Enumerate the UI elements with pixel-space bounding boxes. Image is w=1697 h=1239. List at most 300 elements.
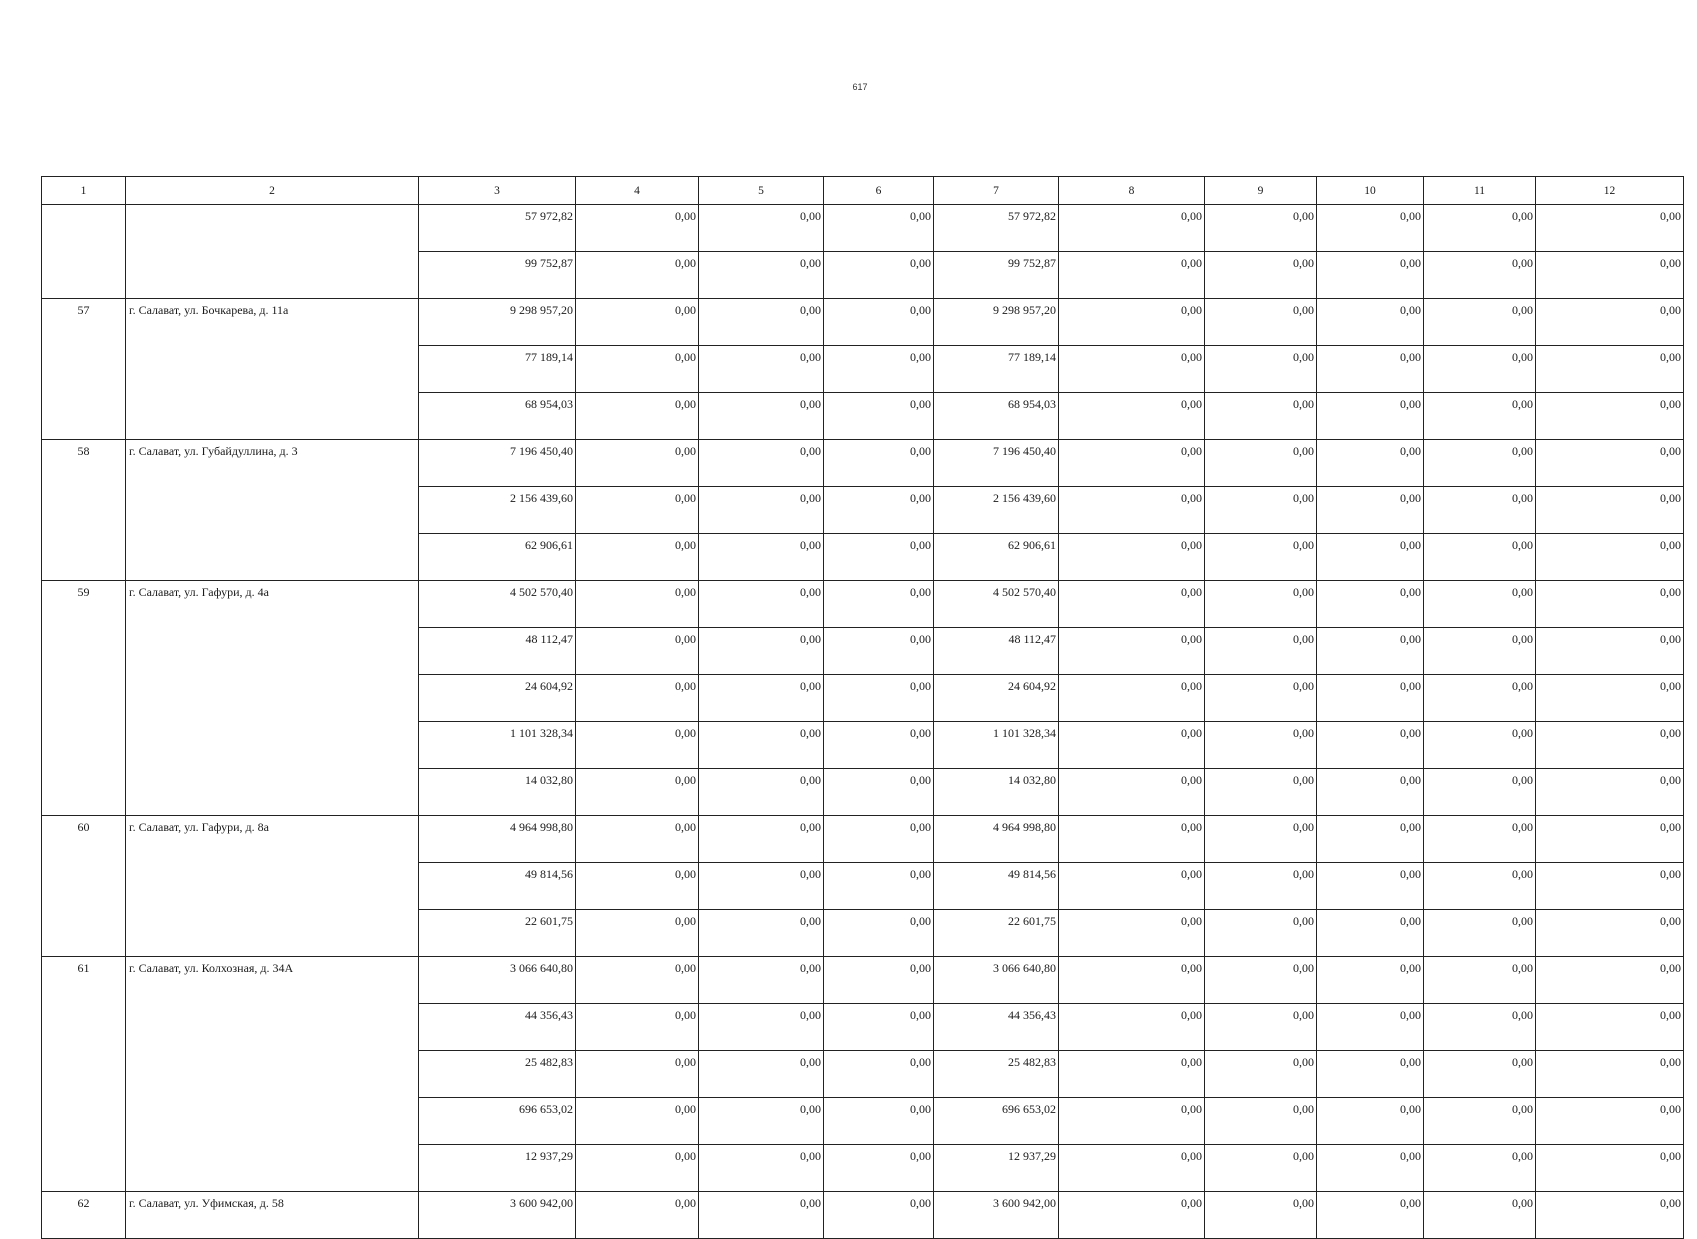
value-cell-col-5: 0,00 <box>699 299 824 346</box>
value-cell-col-3: 68 954,03 <box>419 393 576 440</box>
value-cell-col-3: 4 502 570,40 <box>419 581 576 628</box>
value-cell-col-4: 0,00 <box>576 440 699 487</box>
row-number-cell: 57 <box>42 299 126 346</box>
row-number-cell <box>42 675 126 722</box>
value-cell-col-10: 0,00 <box>1317 628 1424 675</box>
address-cell <box>126 205 419 252</box>
value-cell-col-5: 0,00 <box>699 440 824 487</box>
value-cell-col-12: 0,00 <box>1536 1051 1684 1098</box>
value-cell-col-11: 0,00 <box>1424 675 1536 722</box>
value-cell-col-5: 0,00 <box>699 769 824 816</box>
address-cell <box>126 1004 419 1051</box>
address-cell <box>126 252 419 299</box>
table-row <box>42 534 1684 581</box>
value-cell-col-12: 0,00 <box>1536 346 1684 393</box>
value-cell-col-12: 0,00 <box>1536 1004 1684 1051</box>
value-cell-col-10: 0,00 <box>1317 487 1424 534</box>
value-cell-col-9: 0,00 <box>1205 393 1317 440</box>
value-cell-col-10: 0,00 <box>1317 581 1424 628</box>
value-cell-col-11: 0,00 <box>1424 863 1536 910</box>
value-cell-col-8: 0,00 <box>1059 863 1205 910</box>
value-cell-col-9: 0,00 <box>1205 205 1317 252</box>
value-cell-col-9: 0,00 <box>1205 252 1317 299</box>
address-cell: г. Салават, ул. Гафури, д. 4а <box>126 581 419 628</box>
column-header-10: 10 <box>1317 177 1424 205</box>
value-cell-col-12: 0,00 <box>1536 769 1684 816</box>
value-cell-col-6: 0,00 <box>824 957 934 1004</box>
value-cell-col-9: 0,00 <box>1205 1098 1317 1145</box>
value-cell-col-6: 0,00 <box>824 1145 934 1192</box>
value-cell-col-8: 0,00 <box>1059 581 1205 628</box>
table-row <box>42 346 1684 393</box>
value-cell-col-11: 0,00 <box>1424 910 1536 957</box>
value-cell-col-10: 0,00 <box>1317 957 1424 1004</box>
value-cell-col-5: 0,00 <box>699 346 824 393</box>
value-cell-col-10: 0,00 <box>1317 346 1424 393</box>
value-cell-col-9: 0,00 <box>1205 1051 1317 1098</box>
value-cell-col-4: 0,00 <box>576 1051 699 1098</box>
value-cell-col-7: 68 954,03 <box>934 393 1059 440</box>
address-cell: г. Салават, ул. Губайдуллина, д. 3 <box>126 440 419 487</box>
value-cell-col-3: 48 112,47 <box>419 628 576 675</box>
row-number-cell <box>42 1145 126 1192</box>
column-header-12: 12 <box>1536 177 1684 205</box>
value-cell-col-3: 12 937,29 <box>419 1145 576 1192</box>
value-cell-col-7: 2 156 439,60 <box>934 487 1059 534</box>
value-cell-col-7: 62 906,61 <box>934 534 1059 581</box>
value-cell-col-10: 0,00 <box>1317 534 1424 581</box>
table-row <box>42 863 1684 910</box>
value-cell-col-4: 0,00 <box>576 252 699 299</box>
value-cell-col-7: 14 032,80 <box>934 769 1059 816</box>
value-cell-col-12: 0,00 <box>1536 487 1684 534</box>
value-cell-col-5: 0,00 <box>699 910 824 957</box>
value-cell-col-8: 0,00 <box>1059 1192 1205 1239</box>
address-cell <box>126 675 419 722</box>
value-cell-col-6: 0,00 <box>824 487 934 534</box>
value-cell-col-10: 0,00 <box>1317 1004 1424 1051</box>
value-cell-col-11: 0,00 <box>1424 299 1536 346</box>
page-number: 617 <box>852 82 868 92</box>
value-cell-col-3: 3 066 640,80 <box>419 957 576 1004</box>
row-number-cell <box>42 722 126 769</box>
value-cell-col-4: 0,00 <box>576 393 699 440</box>
address-cell: г. Салават, ул. Уфимская, д. 58 <box>126 1192 419 1239</box>
address-cell <box>126 722 419 769</box>
value-cell-col-11: 0,00 <box>1424 1098 1536 1145</box>
table-row <box>42 910 1684 957</box>
value-cell-col-8: 0,00 <box>1059 816 1205 863</box>
address-cell <box>126 487 419 534</box>
value-cell-col-9: 0,00 <box>1205 628 1317 675</box>
value-cell-col-12: 0,00 <box>1536 628 1684 675</box>
value-cell-col-9: 0,00 <box>1205 675 1317 722</box>
row-number-cell <box>42 1098 126 1145</box>
value-cell-col-7: 696 653,02 <box>934 1098 1059 1145</box>
value-cell-col-3: 696 653,02 <box>419 1098 576 1145</box>
value-cell-col-5: 0,00 <box>699 581 824 628</box>
value-cell-col-6: 0,00 <box>824 440 934 487</box>
value-cell-col-7: 22 601,75 <box>934 910 1059 957</box>
table-row <box>42 393 1684 440</box>
address-cell <box>126 769 419 816</box>
value-cell-col-11: 0,00 <box>1424 440 1536 487</box>
value-cell-col-10: 0,00 <box>1317 910 1424 957</box>
value-cell-col-6: 0,00 <box>824 769 934 816</box>
value-cell-col-7: 57 972,82 <box>934 205 1059 252</box>
value-cell-col-11: 0,00 <box>1424 769 1536 816</box>
value-cell-col-10: 0,00 <box>1317 440 1424 487</box>
value-cell-col-11: 0,00 <box>1424 722 1536 769</box>
table-row <box>42 1098 1684 1145</box>
value-cell-col-3: 9 298 957,20 <box>419 299 576 346</box>
value-cell-col-4: 0,00 <box>576 1004 699 1051</box>
value-cell-col-3: 1 101 328,34 <box>419 722 576 769</box>
value-cell-col-5: 0,00 <box>699 628 824 675</box>
value-cell-col-11: 0,00 <box>1424 1192 1536 1239</box>
value-cell-col-5: 0,00 <box>699 534 824 581</box>
column-header-9: 9 <box>1205 177 1317 205</box>
value-cell-col-8: 0,00 <box>1059 440 1205 487</box>
column-header-11: 11 <box>1424 177 1536 205</box>
value-cell-col-12: 0,00 <box>1536 1192 1684 1239</box>
table-row <box>42 769 1684 816</box>
value-cell-col-8: 0,00 <box>1059 769 1205 816</box>
value-cell-col-3: 24 604,92 <box>419 675 576 722</box>
value-cell-col-7: 77 189,14 <box>934 346 1059 393</box>
row-number-cell <box>42 487 126 534</box>
value-cell-col-6: 0,00 <box>824 1051 934 1098</box>
value-cell-col-10: 0,00 <box>1317 1192 1424 1239</box>
address-cell <box>126 1051 419 1098</box>
value-cell-col-10: 0,00 <box>1317 722 1424 769</box>
value-cell-col-12: 0,00 <box>1536 581 1684 628</box>
row-number-cell: 61 <box>42 957 126 1004</box>
value-cell-col-4: 0,00 <box>576 346 699 393</box>
address-cell <box>126 863 419 910</box>
value-cell-col-6: 0,00 <box>824 1192 934 1239</box>
value-cell-col-6: 0,00 <box>824 205 934 252</box>
value-cell-col-6: 0,00 <box>824 863 934 910</box>
value-cell-col-7: 3 600 942,00 <box>934 1192 1059 1239</box>
value-cell-col-7: 7 196 450,40 <box>934 440 1059 487</box>
data-table <box>41 176 1684 1239</box>
row-number-cell <box>42 393 126 440</box>
value-cell-col-9: 0,00 <box>1205 1145 1317 1192</box>
value-cell-col-11: 0,00 <box>1424 205 1536 252</box>
value-cell-col-4: 0,00 <box>576 205 699 252</box>
value-cell-col-5: 0,00 <box>699 393 824 440</box>
value-cell-col-10: 0,00 <box>1317 863 1424 910</box>
value-cell-col-4: 0,00 <box>576 910 699 957</box>
address-cell <box>126 534 419 581</box>
value-cell-col-7: 9 298 957,20 <box>934 299 1059 346</box>
table-row <box>42 628 1684 675</box>
table-row <box>42 1051 1684 1098</box>
value-cell-col-7: 4 502 570,40 <box>934 581 1059 628</box>
row-number-cell <box>42 769 126 816</box>
value-cell-col-5: 0,00 <box>699 816 824 863</box>
value-cell-col-7: 44 356,43 <box>934 1004 1059 1051</box>
value-cell-col-5: 0,00 <box>699 1192 824 1239</box>
value-cell-col-8: 0,00 <box>1059 393 1205 440</box>
value-cell-col-5: 0,00 <box>699 863 824 910</box>
value-cell-col-12: 0,00 <box>1536 205 1684 252</box>
value-cell-col-3: 22 601,75 <box>419 910 576 957</box>
value-cell-col-6: 0,00 <box>824 581 934 628</box>
row-number-cell <box>42 346 126 393</box>
value-cell-col-6: 0,00 <box>824 628 934 675</box>
value-cell-col-4: 0,00 <box>576 299 699 346</box>
value-cell-col-8: 0,00 <box>1059 534 1205 581</box>
value-cell-col-3: 77 189,14 <box>419 346 576 393</box>
value-cell-col-10: 0,00 <box>1317 1098 1424 1145</box>
table-row <box>42 816 1684 863</box>
value-cell-col-9: 0,00 <box>1205 299 1317 346</box>
address-cell <box>126 1098 419 1145</box>
row-number-cell: 59 <box>42 581 126 628</box>
value-cell-col-3: 57 972,82 <box>419 205 576 252</box>
value-cell-col-8: 0,00 <box>1059 1004 1205 1051</box>
value-cell-col-10: 0,00 <box>1317 252 1424 299</box>
table-row <box>42 1192 1684 1239</box>
value-cell-col-12: 0,00 <box>1536 440 1684 487</box>
value-cell-col-10: 0,00 <box>1317 816 1424 863</box>
row-number-cell: 58 <box>42 440 126 487</box>
value-cell-col-5: 0,00 <box>699 722 824 769</box>
value-cell-col-8: 0,00 <box>1059 957 1205 1004</box>
value-cell-col-5: 0,00 <box>699 675 824 722</box>
value-cell-col-10: 0,00 <box>1317 1051 1424 1098</box>
table-row <box>42 487 1684 534</box>
value-cell-col-12: 0,00 <box>1536 863 1684 910</box>
value-cell-col-5: 0,00 <box>699 252 824 299</box>
value-cell-col-3: 3 600 942,00 <box>419 1192 576 1239</box>
value-cell-col-9: 0,00 <box>1205 440 1317 487</box>
value-cell-col-4: 0,00 <box>576 675 699 722</box>
value-cell-col-8: 0,00 <box>1059 346 1205 393</box>
value-cell-col-4: 0,00 <box>576 1145 699 1192</box>
value-cell-col-6: 0,00 <box>824 534 934 581</box>
value-cell-col-4: 0,00 <box>576 1098 699 1145</box>
value-cell-col-8: 0,00 <box>1059 910 1205 957</box>
value-cell-col-11: 0,00 <box>1424 1004 1536 1051</box>
column-header-8: 8 <box>1059 177 1205 205</box>
row-number-cell <box>42 910 126 957</box>
value-cell-col-7: 24 604,92 <box>934 675 1059 722</box>
value-cell-col-9: 0,00 <box>1205 1004 1317 1051</box>
value-cell-col-7: 49 814,56 <box>934 863 1059 910</box>
value-cell-col-9: 0,00 <box>1205 910 1317 957</box>
table-row <box>42 440 1684 487</box>
value-cell-col-6: 0,00 <box>824 1098 934 1145</box>
value-cell-col-11: 0,00 <box>1424 252 1536 299</box>
address-cell <box>126 393 419 440</box>
value-cell-col-8: 0,00 <box>1059 1145 1205 1192</box>
value-cell-col-3: 4 964 998,80 <box>419 816 576 863</box>
table-row <box>42 722 1684 769</box>
value-cell-col-9: 0,00 <box>1205 769 1317 816</box>
value-cell-col-12: 0,00 <box>1536 910 1684 957</box>
value-cell-col-12: 0,00 <box>1536 816 1684 863</box>
value-cell-col-3: 99 752,87 <box>419 252 576 299</box>
value-cell-col-5: 0,00 <box>699 957 824 1004</box>
value-cell-col-8: 0,00 <box>1059 299 1205 346</box>
row-number-cell <box>42 205 126 252</box>
row-number-cell <box>42 863 126 910</box>
value-cell-col-8: 0,00 <box>1059 252 1205 299</box>
value-cell-col-12: 0,00 <box>1536 299 1684 346</box>
value-cell-col-4: 0,00 <box>576 628 699 675</box>
value-cell-col-12: 0,00 <box>1536 675 1684 722</box>
value-cell-col-10: 0,00 <box>1317 1145 1424 1192</box>
row-number-cell <box>42 252 126 299</box>
value-cell-col-10: 0,00 <box>1317 769 1424 816</box>
value-cell-col-8: 0,00 <box>1059 675 1205 722</box>
table-body <box>42 205 1684 1239</box>
address-cell <box>126 628 419 675</box>
column-header-7: 7 <box>934 177 1059 205</box>
value-cell-col-11: 0,00 <box>1424 393 1536 440</box>
address-cell <box>126 346 419 393</box>
table-row <box>42 1004 1684 1051</box>
value-cell-col-6: 0,00 <box>824 252 934 299</box>
value-cell-col-12: 0,00 <box>1536 1098 1684 1145</box>
value-cell-col-12: 0,00 <box>1536 393 1684 440</box>
value-cell-col-10: 0,00 <box>1317 675 1424 722</box>
value-cell-col-10: 0,00 <box>1317 205 1424 252</box>
value-cell-col-7: 1 101 328,34 <box>934 722 1059 769</box>
value-cell-col-11: 0,00 <box>1424 1051 1536 1098</box>
value-cell-col-9: 0,00 <box>1205 957 1317 1004</box>
value-cell-col-7: 99 752,87 <box>934 252 1059 299</box>
header-row <box>42 177 1684 205</box>
value-cell-col-8: 0,00 <box>1059 628 1205 675</box>
value-cell-col-4: 0,00 <box>576 816 699 863</box>
value-cell-col-6: 0,00 <box>824 675 934 722</box>
value-cell-col-5: 0,00 <box>699 205 824 252</box>
column-header-4: 4 <box>576 177 699 205</box>
row-number-cell <box>42 1051 126 1098</box>
value-cell-col-9: 0,00 <box>1205 722 1317 769</box>
value-cell-col-5: 0,00 <box>699 487 824 534</box>
address-cell <box>126 1145 419 1192</box>
address-cell <box>126 910 419 957</box>
value-cell-col-4: 0,00 <box>576 957 699 1004</box>
value-cell-col-9: 0,00 <box>1205 816 1317 863</box>
value-cell-col-8: 0,00 <box>1059 722 1205 769</box>
value-cell-col-6: 0,00 <box>824 346 934 393</box>
value-cell-col-6: 0,00 <box>824 299 934 346</box>
value-cell-col-6: 0,00 <box>824 722 934 769</box>
row-number-cell <box>42 534 126 581</box>
value-cell-col-10: 0,00 <box>1317 299 1424 346</box>
value-cell-col-4: 0,00 <box>576 722 699 769</box>
value-cell-col-7: 25 482,83 <box>934 1051 1059 1098</box>
value-cell-col-7: 3 066 640,80 <box>934 957 1059 1004</box>
table-row <box>42 205 1684 252</box>
value-cell-col-12: 0,00 <box>1536 1145 1684 1192</box>
value-cell-col-4: 0,00 <box>576 863 699 910</box>
table-row <box>42 1145 1684 1192</box>
value-cell-col-5: 0,00 <box>699 1145 824 1192</box>
value-cell-col-9: 0,00 <box>1205 346 1317 393</box>
value-cell-col-11: 0,00 <box>1424 346 1536 393</box>
value-cell-col-8: 0,00 <box>1059 1051 1205 1098</box>
value-cell-col-6: 0,00 <box>824 393 934 440</box>
value-cell-col-3: 2 156 439,60 <box>419 487 576 534</box>
address-cell: г. Салават, ул. Гафури, д. 8а <box>126 816 419 863</box>
value-cell-col-11: 0,00 <box>1424 581 1536 628</box>
value-cell-col-3: 49 814,56 <box>419 863 576 910</box>
value-cell-col-4: 0,00 <box>576 581 699 628</box>
value-cell-col-7: 4 964 998,80 <box>934 816 1059 863</box>
value-cell-col-9: 0,00 <box>1205 534 1317 581</box>
value-cell-col-11: 0,00 <box>1424 628 1536 675</box>
value-cell-col-8: 0,00 <box>1059 487 1205 534</box>
value-cell-col-4: 0,00 <box>576 769 699 816</box>
table-row <box>42 675 1684 722</box>
value-cell-col-12: 0,00 <box>1536 722 1684 769</box>
value-cell-col-12: 0,00 <box>1536 957 1684 1004</box>
value-cell-col-4: 0,00 <box>576 1192 699 1239</box>
value-cell-col-4: 0,00 <box>576 534 699 581</box>
table-row <box>42 299 1684 346</box>
value-cell-col-3: 7 196 450,40 <box>419 440 576 487</box>
value-cell-col-9: 0,00 <box>1205 1192 1317 1239</box>
row-number-cell <box>42 1004 126 1051</box>
value-cell-col-11: 0,00 <box>1424 957 1536 1004</box>
value-cell-col-4: 0,00 <box>576 487 699 534</box>
value-cell-col-7: 12 937,29 <box>934 1145 1059 1192</box>
value-cell-col-3: 25 482,83 <box>419 1051 576 1098</box>
address-cell: г. Салават, ул. Колхозная, д. 34А <box>126 957 419 1004</box>
row-number-cell <box>42 628 126 675</box>
value-cell-col-5: 0,00 <box>699 1098 824 1145</box>
value-cell-col-9: 0,00 <box>1205 863 1317 910</box>
column-header-6: 6 <box>824 177 934 205</box>
row-number-cell: 62 <box>42 1192 126 1239</box>
value-cell-col-10: 0,00 <box>1317 393 1424 440</box>
value-cell-col-12: 0,00 <box>1536 534 1684 581</box>
value-cell-col-7: 48 112,47 <box>934 628 1059 675</box>
address-cell: г. Салават, ул. Бочкарева, д. 11а <box>126 299 419 346</box>
row-number-cell: 60 <box>42 816 126 863</box>
table-row <box>42 581 1684 628</box>
value-cell-col-12: 0,00 <box>1536 252 1684 299</box>
value-cell-col-11: 0,00 <box>1424 534 1536 581</box>
value-cell-col-11: 0,00 <box>1424 487 1536 534</box>
value-cell-col-9: 0,00 <box>1205 487 1317 534</box>
column-header-3: 3 <box>419 177 576 205</box>
value-cell-col-5: 0,00 <box>699 1004 824 1051</box>
column-header-5: 5 <box>699 177 824 205</box>
value-cell-col-11: 0,00 <box>1424 1145 1536 1192</box>
column-header-1: 1 <box>42 177 126 205</box>
value-cell-col-6: 0,00 <box>824 910 934 957</box>
column-header-2: 2 <box>126 177 419 205</box>
table-row <box>42 957 1684 1004</box>
value-cell-col-9: 0,00 <box>1205 581 1317 628</box>
value-cell-col-8: 0,00 <box>1059 205 1205 252</box>
value-cell-col-3: 14 032,80 <box>419 769 576 816</box>
value-cell-col-6: 0,00 <box>824 1004 934 1051</box>
value-cell-col-11: 0,00 <box>1424 816 1536 863</box>
value-cell-col-6: 0,00 <box>824 816 934 863</box>
value-cell-col-8: 0,00 <box>1059 1098 1205 1145</box>
table-row <box>42 252 1684 299</box>
value-cell-col-5: 0,00 <box>699 1051 824 1098</box>
